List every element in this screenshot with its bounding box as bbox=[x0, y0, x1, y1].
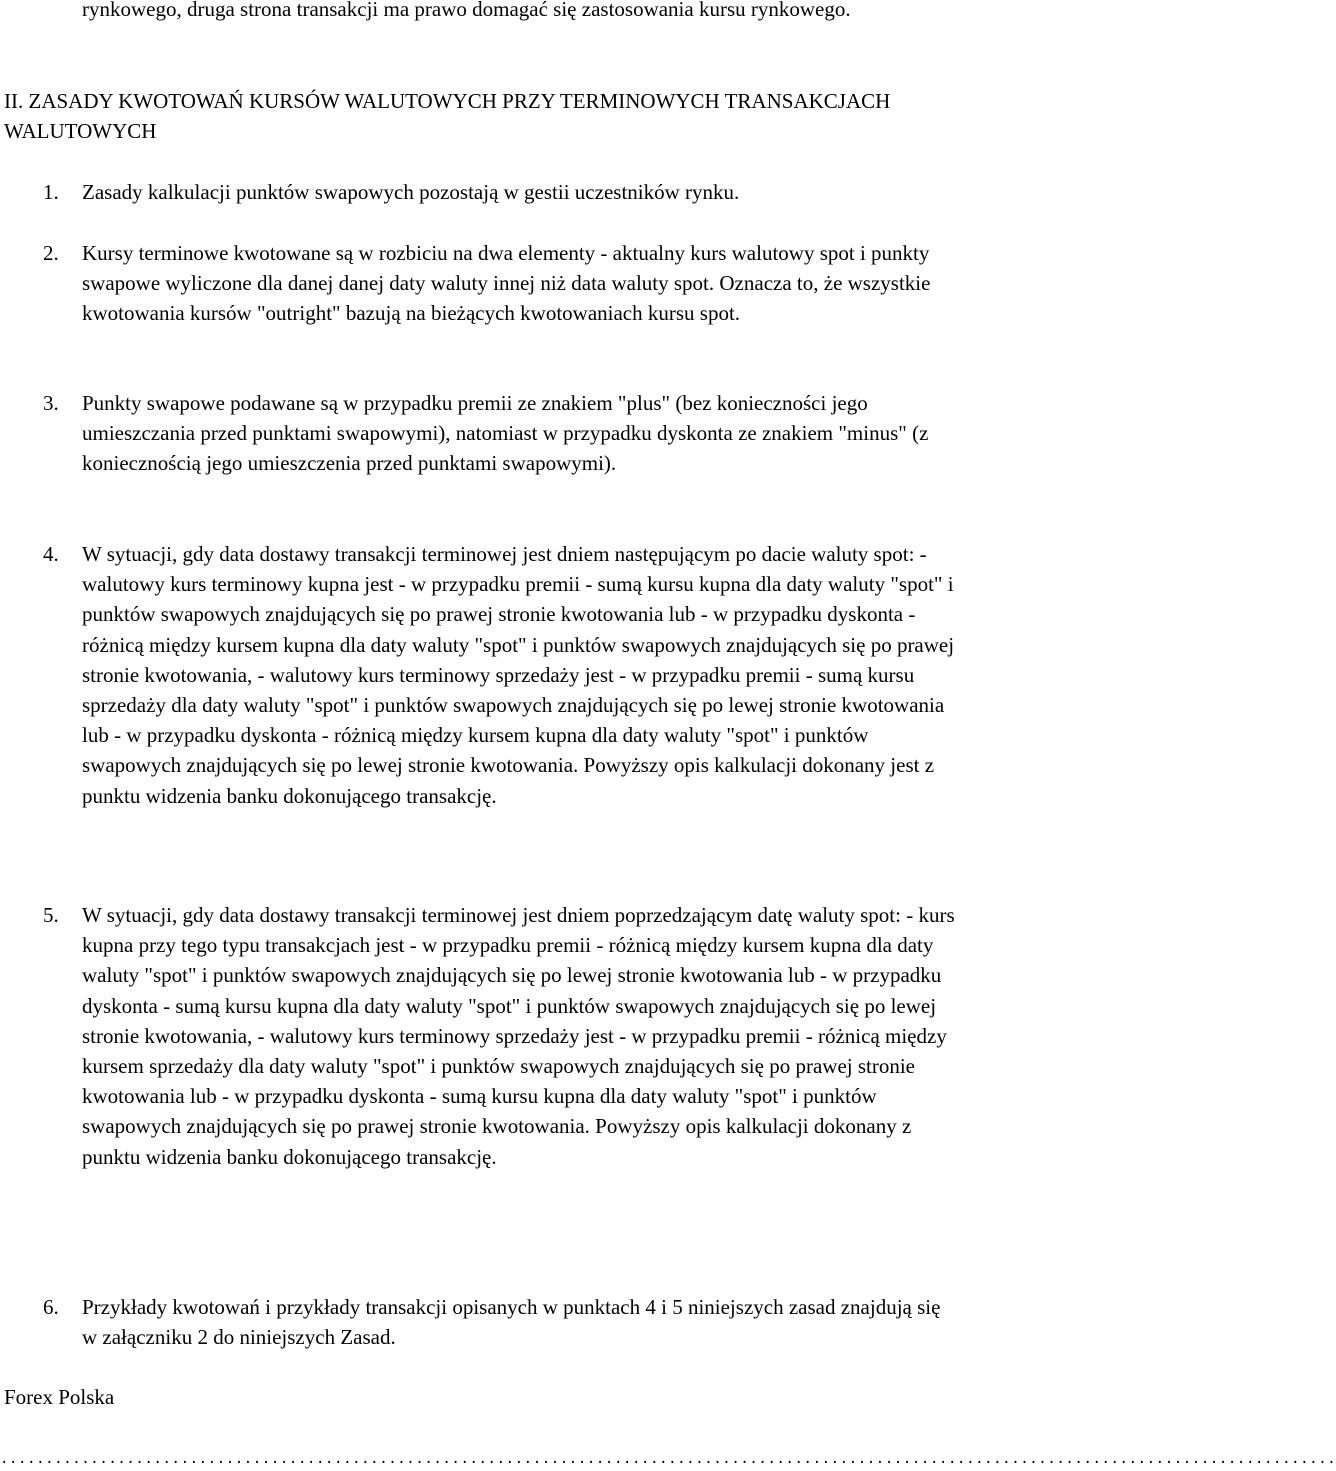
list-item-text: Przykłady kwotowań i przykłady transakcji opisanych w punktach 4 i 5 niniejszych zasad znajdują się w załączniku 2 do niniejszych Zasad. bbox=[82, 1295, 941, 1350]
list-item-number: 4. bbox=[43, 542, 59, 566]
list-item-text: W sytuacji, gdy data dostawy transakcji terminowej jest dniem poprzedzającym datę waluty spot: - kurs kupna przy tego typu transakcjach jest - w przypadku premii - różnicą między kursem kupna dla daty waluty "spot" i punktów swapowych znajdujących się po lewej stronie kwotowania lub - w przypadku dyskonta - sumą kursu kupna dla daty waluty "spot" i punktów swapowych znajdujących się po lewej stronie kwotowania, - walutowy kurs terminowy sprzedaży jest - w przypadku premii - różnicą między kursem sprzedaży dla daty waluty "spot" i punktów swapowych znajdujących się po prawej stronie kwotowania lub - w przypadku dyskonta - sumą kursu kupna dla daty waluty "spot" i punktów swapowych znajdujących się po prawej stronie kwotowania. Powyższy opis kalkulacji dokonany z punktu widzenia banku dokonującego transakcję. bbox=[82, 903, 955, 1169]
footer-dotted-line: .................................................................................................................................................... bbox=[0, 1451, 1336, 1467]
section-heading: II. ZASADY KWOTOWAŃ KURSÓW WALUTOWYCH PRZY TERMINOWYCH TRANSAKCJACH WALUTOWYCH bbox=[4, 89, 891, 144]
list-item-text: Kursy terminowe kwotowane są w rozbiciu na dwa elementy - aktualny kurs walutowy spot i punkty swapowe wyliczone dla danej danej daty waluty innej niż data waluty spot. Oznacza to, że wszystkie kwotowania kursów "outright" bazują na bieżących kwotowaniach kursu spot. bbox=[82, 241, 931, 326]
list-item-text: Zasady kalkulacji punktów swapowych pozostają w gestii uczestników rynku. bbox=[82, 180, 740, 204]
list-item-number: 6. bbox=[43, 1295, 59, 1319]
list-item-number: 1. bbox=[43, 180, 59, 204]
list-item-number: 2. bbox=[43, 241, 59, 265]
list-item-text: W sytuacji, gdy data dostawy transakcji terminowej jest dniem następującym po dacie waluty spot: - walutowy kurs terminowy kupna jest - w przypadku premii - sumą kursu kupna dla daty waluty "spot" i punktów swapowych znajdujących się po prawej stronie kwotowania lub - w przypadku dyskonta - różnicą między kursem kupna dla daty waluty "spot" i punktów swapowych znajdujących się po prawej stronie kwotowania, - walutowy kurs terminowy sprzedaży jest - w przypadku premii - sumą kursu sprzedaży dla daty waluty "spot" i punktów swapowych znajdujących się po lewej stronie kwotowania lub - w przypadku dyskonta - różnicą między kursem kupna dla daty waluty "spot" i punktów swapowych znajdujących się po lewej stronie kwotowania. Powyższy opis kalkulacji dokonany jest z punktu widzenia banku dokonującego transakcję. bbox=[82, 542, 955, 808]
list-item-number: 3. bbox=[43, 391, 59, 415]
intro-paragraph: rynkowego, druga strona transakcji ma prawo domagać się zastosowania kursu rynkowego. bbox=[82, 0, 851, 21]
footer-brand: Forex Polska bbox=[4, 1385, 115, 1409]
list-item-text: Punkty swapowe podawane są w przypadku premii ze znakiem "plus" (bez konieczności jego umieszczania przed punktami swapowymi), natomiast w przypadku dyskonta ze znakiem "minus" (z koniecznością jego umieszczenia przed punktami swapowymi). bbox=[82, 391, 929, 476]
list-item-number: 5. bbox=[43, 903, 59, 927]
